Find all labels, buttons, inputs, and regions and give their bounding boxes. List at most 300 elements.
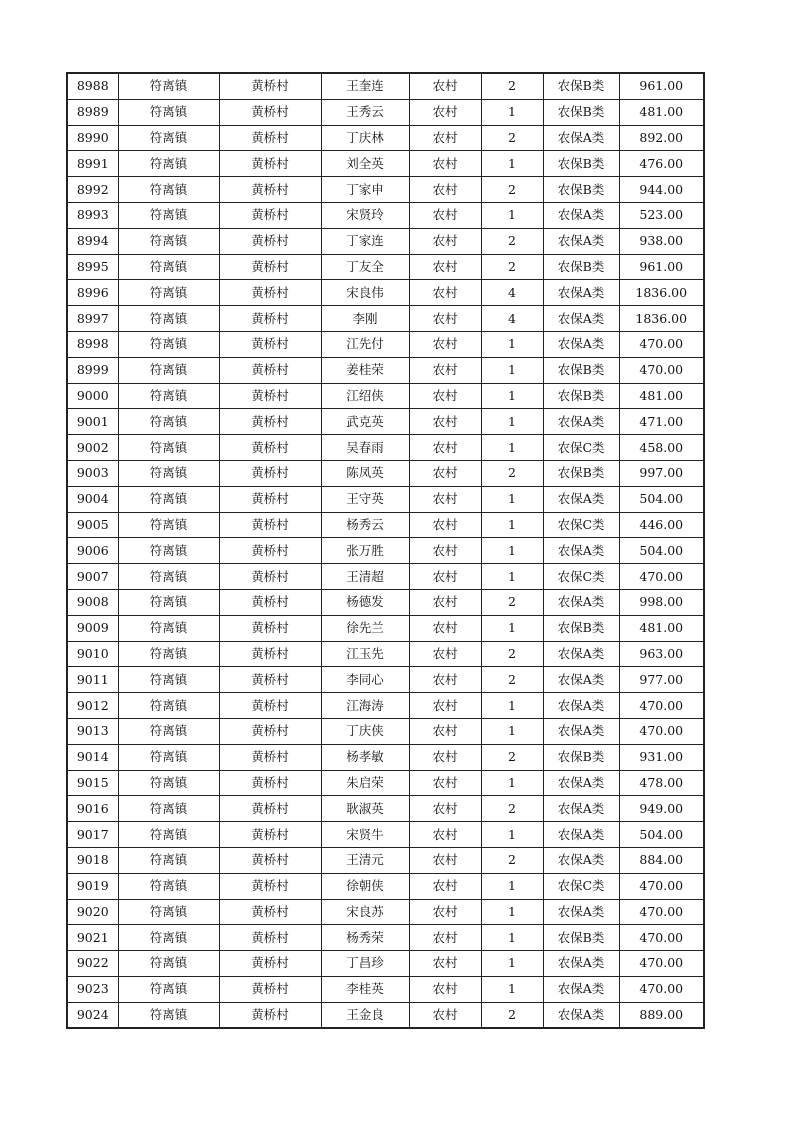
- town-cell: 符离镇: [118, 744, 219, 770]
- area-type-cell: 农村: [409, 383, 481, 409]
- town-cell: 符离镇: [118, 202, 219, 228]
- table-row: [67, 976, 704, 1002]
- area-type-cell: 农村: [409, 486, 481, 512]
- category-cell: 农保A类: [543, 796, 619, 822]
- table-row: [67, 99, 704, 125]
- area-type-cell: 农村: [409, 202, 481, 228]
- area-type-cell: 农村: [409, 899, 481, 925]
- category-cell: 农保A类: [543, 899, 619, 925]
- table-row: [67, 718, 704, 744]
- village-cell: 黄桥村: [219, 73, 321, 99]
- row-number-cell: 9019: [67, 873, 118, 899]
- amount-cell: 949.00: [619, 796, 704, 822]
- table-row: [67, 254, 704, 280]
- household-size-cell: 1: [481, 615, 543, 641]
- area-type-cell: 农村: [409, 615, 481, 641]
- area-type-cell: 农村: [409, 460, 481, 486]
- village-cell: 黄桥村: [219, 693, 321, 719]
- table-body: [67, 73, 704, 1028]
- category-cell: 农保B类: [543, 925, 619, 951]
- area-type-cell: 农村: [409, 873, 481, 899]
- area-type-cell: 农村: [409, 280, 481, 306]
- amount-cell: 892.00: [619, 125, 704, 151]
- area-type-cell: 农村: [409, 151, 481, 177]
- area-type-cell: 农村: [409, 409, 481, 435]
- area-type-cell: 农村: [409, 770, 481, 796]
- amount-cell: 470.00: [619, 951, 704, 977]
- category-cell: 农保C类: [543, 512, 619, 538]
- table-row: [67, 357, 704, 383]
- category-cell: 农保B类: [543, 744, 619, 770]
- amount-cell: 470.00: [619, 925, 704, 951]
- town-cell: 符离镇: [118, 125, 219, 151]
- household-size-cell: 1: [481, 383, 543, 409]
- category-cell: 农保B类: [543, 177, 619, 203]
- village-cell: 黄桥村: [219, 564, 321, 590]
- table-row: [67, 177, 704, 203]
- row-number-cell: 9024: [67, 1002, 118, 1028]
- amount-cell: 504.00: [619, 486, 704, 512]
- table-row: [67, 822, 704, 848]
- amount-cell: 504.00: [619, 538, 704, 564]
- household-size-cell: 1: [481, 718, 543, 744]
- table-row: [67, 744, 704, 770]
- amount-cell: 944.00: [619, 177, 704, 203]
- category-cell: 农保A类: [543, 409, 619, 435]
- household-size-cell: 1: [481, 538, 543, 564]
- table-row: [67, 280, 704, 306]
- town-cell: 符离镇: [118, 512, 219, 538]
- household-size-cell: 1: [481, 925, 543, 951]
- category-cell: 农保A类: [543, 951, 619, 977]
- category-cell: 农保B类: [543, 383, 619, 409]
- category-cell: 农保A类: [543, 306, 619, 332]
- village-cell: 黄桥村: [219, 1002, 321, 1028]
- row-number-cell: 9005: [67, 512, 118, 538]
- table-row: [67, 925, 704, 951]
- town-cell: 符离镇: [118, 486, 219, 512]
- household-size-cell: 1: [481, 951, 543, 977]
- name-cell: 李刚: [321, 306, 409, 332]
- table-row: [67, 667, 704, 693]
- row-number-cell: 9000: [67, 383, 118, 409]
- table-row: [67, 1002, 704, 1028]
- amount-cell: 470.00: [619, 693, 704, 719]
- category-cell: 农保C类: [543, 873, 619, 899]
- town-cell: 符离镇: [118, 357, 219, 383]
- village-cell: 黄桥村: [219, 99, 321, 125]
- table-row: [67, 899, 704, 925]
- amount-cell: 470.00: [619, 331, 704, 357]
- village-cell: 黄桥村: [219, 770, 321, 796]
- town-cell: 符离镇: [118, 435, 219, 461]
- row-number-cell: 9009: [67, 615, 118, 641]
- name-cell: 武克英: [321, 409, 409, 435]
- name-cell: 耿淑英: [321, 796, 409, 822]
- town-cell: 符离镇: [118, 796, 219, 822]
- area-type-cell: 农村: [409, 512, 481, 538]
- name-cell: 姜桂荣: [321, 357, 409, 383]
- row-number-cell: 8992: [67, 177, 118, 203]
- town-cell: 符离镇: [118, 615, 219, 641]
- village-cell: 黄桥村: [219, 899, 321, 925]
- area-type-cell: 农村: [409, 822, 481, 848]
- household-size-cell: 1: [481, 99, 543, 125]
- table-row: [67, 228, 704, 254]
- table-row: [67, 383, 704, 409]
- town-cell: 符离镇: [118, 718, 219, 744]
- table-row: [67, 564, 704, 590]
- category-cell: 农保B类: [543, 357, 619, 383]
- area-type-cell: 农村: [409, 228, 481, 254]
- amount-cell: 1836.00: [619, 280, 704, 306]
- table-row: [67, 331, 704, 357]
- area-type-cell: 农村: [409, 73, 481, 99]
- name-cell: 丁家连: [321, 228, 409, 254]
- amount-cell: 476.00: [619, 151, 704, 177]
- household-size-cell: 1: [481, 202, 543, 228]
- town-cell: 符离镇: [118, 228, 219, 254]
- category-cell: 农保A类: [543, 202, 619, 228]
- row-number-cell: 8994: [67, 228, 118, 254]
- town-cell: 符离镇: [118, 177, 219, 203]
- category-cell: 农保A类: [543, 1002, 619, 1028]
- table-row: [67, 796, 704, 822]
- household-size-cell: 1: [481, 873, 543, 899]
- town-cell: 符离镇: [118, 99, 219, 125]
- row-number-cell: 9003: [67, 460, 118, 486]
- household-size-cell: 1: [481, 512, 543, 538]
- name-cell: 丁家申: [321, 177, 409, 203]
- row-number-cell: 9006: [67, 538, 118, 564]
- village-cell: 黄桥村: [219, 435, 321, 461]
- category-cell: 农保B类: [543, 99, 619, 125]
- village-cell: 黄桥村: [219, 357, 321, 383]
- village-cell: 黄桥村: [219, 615, 321, 641]
- name-cell: 王奎连: [321, 73, 409, 99]
- name-cell: 宋贤牛: [321, 822, 409, 848]
- area-type-cell: 农村: [409, 1002, 481, 1028]
- name-cell: 江海涛: [321, 693, 409, 719]
- household-size-cell: 1: [481, 976, 543, 1002]
- area-type-cell: 农村: [409, 976, 481, 1002]
- name-cell: 李同心: [321, 667, 409, 693]
- table-row: [67, 951, 704, 977]
- town-cell: 符离镇: [118, 151, 219, 177]
- name-cell: 杨德发: [321, 589, 409, 615]
- row-number-cell: 8999: [67, 357, 118, 383]
- household-size-cell: 1: [481, 331, 543, 357]
- household-size-cell: 2: [481, 1002, 543, 1028]
- amount-cell: 938.00: [619, 228, 704, 254]
- category-cell: 农保B类: [543, 615, 619, 641]
- household-size-cell: 2: [481, 744, 543, 770]
- village-cell: 黄桥村: [219, 254, 321, 280]
- town-cell: 符离镇: [118, 899, 219, 925]
- name-cell: 宋良伟: [321, 280, 409, 306]
- amount-cell: 504.00: [619, 822, 704, 848]
- category-cell: 农保A类: [543, 280, 619, 306]
- town-cell: 符离镇: [118, 873, 219, 899]
- name-cell: 丁庆侠: [321, 718, 409, 744]
- table-row: [67, 306, 704, 332]
- town-cell: 符离镇: [118, 976, 219, 1002]
- name-cell: 丁友全: [321, 254, 409, 280]
- category-cell: 农保A类: [543, 847, 619, 873]
- row-number-cell: 9008: [67, 589, 118, 615]
- village-cell: 黄桥村: [219, 151, 321, 177]
- area-type-cell: 农村: [409, 744, 481, 770]
- household-size-cell: 2: [481, 125, 543, 151]
- table-row: [67, 847, 704, 873]
- village-cell: 黄桥村: [219, 331, 321, 357]
- household-size-cell: 4: [481, 280, 543, 306]
- category-cell: 农保C类: [543, 435, 619, 461]
- category-cell: 农保A类: [543, 770, 619, 796]
- household-size-cell: 1: [481, 822, 543, 848]
- village-cell: 黄桥村: [219, 744, 321, 770]
- row-number-cell: 9016: [67, 796, 118, 822]
- category-cell: 农保A类: [543, 822, 619, 848]
- household-size-cell: 2: [481, 667, 543, 693]
- amount-cell: 478.00: [619, 770, 704, 796]
- household-size-cell: 2: [481, 641, 543, 667]
- area-type-cell: 农村: [409, 125, 481, 151]
- household-size-cell: 2: [481, 73, 543, 99]
- row-number-cell: 9018: [67, 847, 118, 873]
- row-number-cell: 8993: [67, 202, 118, 228]
- name-cell: 杨秀荣: [321, 925, 409, 951]
- village-cell: 黄桥村: [219, 125, 321, 151]
- area-type-cell: 农村: [409, 951, 481, 977]
- category-cell: 农保A类: [543, 486, 619, 512]
- table-row: [67, 873, 704, 899]
- row-number-cell: 9007: [67, 564, 118, 590]
- village-cell: 黄桥村: [219, 383, 321, 409]
- amount-cell: 446.00: [619, 512, 704, 538]
- town-cell: 符离镇: [118, 564, 219, 590]
- area-type-cell: 农村: [409, 667, 481, 693]
- row-number-cell: 9004: [67, 486, 118, 512]
- row-number-cell: 9014: [67, 744, 118, 770]
- village-cell: 黄桥村: [219, 202, 321, 228]
- name-cell: 杨孝敏: [321, 744, 409, 770]
- table-row: [67, 435, 704, 461]
- area-type-cell: 农村: [409, 693, 481, 719]
- row-number-cell: 9022: [67, 951, 118, 977]
- row-number-cell: 9015: [67, 770, 118, 796]
- town-cell: 符离镇: [118, 693, 219, 719]
- row-number-cell: 9001: [67, 409, 118, 435]
- amount-cell: 523.00: [619, 202, 704, 228]
- household-size-cell: 2: [481, 847, 543, 873]
- amount-cell: 458.00: [619, 435, 704, 461]
- village-cell: 黄桥村: [219, 409, 321, 435]
- amount-cell: 997.00: [619, 460, 704, 486]
- village-cell: 黄桥村: [219, 177, 321, 203]
- area-type-cell: 农村: [409, 641, 481, 667]
- table-row: [67, 641, 704, 667]
- household-size-cell: 1: [481, 435, 543, 461]
- name-cell: 王清超: [321, 564, 409, 590]
- row-number-cell: 9010: [67, 641, 118, 667]
- town-cell: 符离镇: [118, 641, 219, 667]
- town-cell: 符离镇: [118, 460, 219, 486]
- table-row: [67, 615, 704, 641]
- name-cell: 李桂英: [321, 976, 409, 1002]
- town-cell: 符离镇: [118, 770, 219, 796]
- name-cell: 江玉先: [321, 641, 409, 667]
- amount-cell: 481.00: [619, 99, 704, 125]
- town-cell: 符离镇: [118, 254, 219, 280]
- table-row: [67, 202, 704, 228]
- category-cell: 农保B类: [543, 73, 619, 99]
- area-type-cell: 农村: [409, 589, 481, 615]
- area-type-cell: 农村: [409, 718, 481, 744]
- table-row: [67, 73, 704, 99]
- village-cell: 黄桥村: [219, 847, 321, 873]
- household-size-cell: 1: [481, 357, 543, 383]
- amount-cell: 470.00: [619, 718, 704, 744]
- amount-cell: 884.00: [619, 847, 704, 873]
- area-type-cell: 农村: [409, 564, 481, 590]
- table-row: [67, 693, 704, 719]
- area-type-cell: 农村: [409, 847, 481, 873]
- table-row: [67, 770, 704, 796]
- area-type-cell: 农村: [409, 177, 481, 203]
- category-cell: 农保A类: [543, 228, 619, 254]
- town-cell: 符离镇: [118, 1002, 219, 1028]
- category-cell: 农保B类: [543, 151, 619, 177]
- household-size-cell: 2: [481, 177, 543, 203]
- town-cell: 符离镇: [118, 589, 219, 615]
- amount-cell: 470.00: [619, 976, 704, 1002]
- row-number-cell: 8988: [67, 73, 118, 99]
- category-cell: 农保A类: [543, 667, 619, 693]
- town-cell: 符离镇: [118, 925, 219, 951]
- name-cell: 陈凤英: [321, 460, 409, 486]
- amount-cell: 961.00: [619, 254, 704, 280]
- row-number-cell: 8991: [67, 151, 118, 177]
- village-cell: 黄桥村: [219, 822, 321, 848]
- village-cell: 黄桥村: [219, 512, 321, 538]
- row-number-cell: 8990: [67, 125, 118, 151]
- town-cell: 符离镇: [118, 383, 219, 409]
- town-cell: 符离镇: [118, 538, 219, 564]
- name-cell: 徐先兰: [321, 615, 409, 641]
- category-cell: 农保B类: [543, 254, 619, 280]
- household-size-cell: 2: [481, 254, 543, 280]
- town-cell: 符离镇: [118, 667, 219, 693]
- village-cell: 黄桥村: [219, 460, 321, 486]
- amount-cell: 481.00: [619, 383, 704, 409]
- row-number-cell: 9020: [67, 899, 118, 925]
- row-number-cell: 8997: [67, 306, 118, 332]
- name-cell: 杨秀云: [321, 512, 409, 538]
- amount-cell: 471.00: [619, 409, 704, 435]
- area-type-cell: 农村: [409, 925, 481, 951]
- row-number-cell: 9023: [67, 976, 118, 1002]
- area-type-cell: 农村: [409, 435, 481, 461]
- category-cell: 农保C类: [543, 564, 619, 590]
- table-row: [67, 460, 704, 486]
- town-cell: 符离镇: [118, 822, 219, 848]
- town-cell: 符离镇: [118, 280, 219, 306]
- amount-cell: 1836.00: [619, 306, 704, 332]
- town-cell: 符离镇: [118, 73, 219, 99]
- row-number-cell: 8995: [67, 254, 118, 280]
- village-cell: 黄桥村: [219, 976, 321, 1002]
- row-number-cell: 8998: [67, 331, 118, 357]
- row-number-cell: 8996: [67, 280, 118, 306]
- household-size-cell: 2: [481, 589, 543, 615]
- category-cell: 农保A类: [543, 718, 619, 744]
- amount-cell: 961.00: [619, 73, 704, 99]
- area-type-cell: 农村: [409, 538, 481, 564]
- table-row: [67, 409, 704, 435]
- village-cell: 黄桥村: [219, 718, 321, 744]
- area-type-cell: 农村: [409, 254, 481, 280]
- table-row: [67, 151, 704, 177]
- amount-cell: 470.00: [619, 357, 704, 383]
- category-cell: 农保A类: [543, 538, 619, 564]
- town-cell: 符离镇: [118, 951, 219, 977]
- household-size-cell: 2: [481, 460, 543, 486]
- category-cell: 农保B类: [543, 460, 619, 486]
- town-cell: 符离镇: [118, 331, 219, 357]
- household-size-cell: 1: [481, 409, 543, 435]
- household-size-cell: 1: [481, 899, 543, 925]
- name-cell: 王秀云: [321, 99, 409, 125]
- name-cell: 张万胜: [321, 538, 409, 564]
- row-number-cell: 9011: [67, 667, 118, 693]
- village-cell: 黄桥村: [219, 641, 321, 667]
- name-cell: 朱启荣: [321, 770, 409, 796]
- table-row: [67, 589, 704, 615]
- category-cell: 农保A类: [543, 125, 619, 151]
- village-cell: 黄桥村: [219, 538, 321, 564]
- category-cell: 农保A类: [543, 976, 619, 1002]
- household-size-cell: 1: [481, 564, 543, 590]
- village-cell: 黄桥村: [219, 951, 321, 977]
- name-cell: 丁庆林: [321, 125, 409, 151]
- category-cell: 农保A类: [543, 641, 619, 667]
- name-cell: 王守英: [321, 486, 409, 512]
- table-row: [67, 512, 704, 538]
- village-cell: 黄桥村: [219, 228, 321, 254]
- amount-cell: 998.00: [619, 589, 704, 615]
- name-cell: 江先付: [321, 331, 409, 357]
- village-cell: 黄桥村: [219, 306, 321, 332]
- household-size-cell: 2: [481, 796, 543, 822]
- name-cell: 宋贤玲: [321, 202, 409, 228]
- town-cell: 符离镇: [118, 409, 219, 435]
- amount-cell: 470.00: [619, 564, 704, 590]
- area-type-cell: 农村: [409, 357, 481, 383]
- name-cell: 刘全英: [321, 151, 409, 177]
- village-cell: 黄桥村: [219, 589, 321, 615]
- row-number-cell: 9012: [67, 693, 118, 719]
- household-size-cell: 1: [481, 486, 543, 512]
- name-cell: 江绍侠: [321, 383, 409, 409]
- amount-cell: 977.00: [619, 667, 704, 693]
- name-cell: 王清元: [321, 847, 409, 873]
- row-number-cell: 9002: [67, 435, 118, 461]
- area-type-cell: 农村: [409, 331, 481, 357]
- amount-cell: 931.00: [619, 744, 704, 770]
- village-cell: 黄桥村: [219, 667, 321, 693]
- table-row: [67, 538, 704, 564]
